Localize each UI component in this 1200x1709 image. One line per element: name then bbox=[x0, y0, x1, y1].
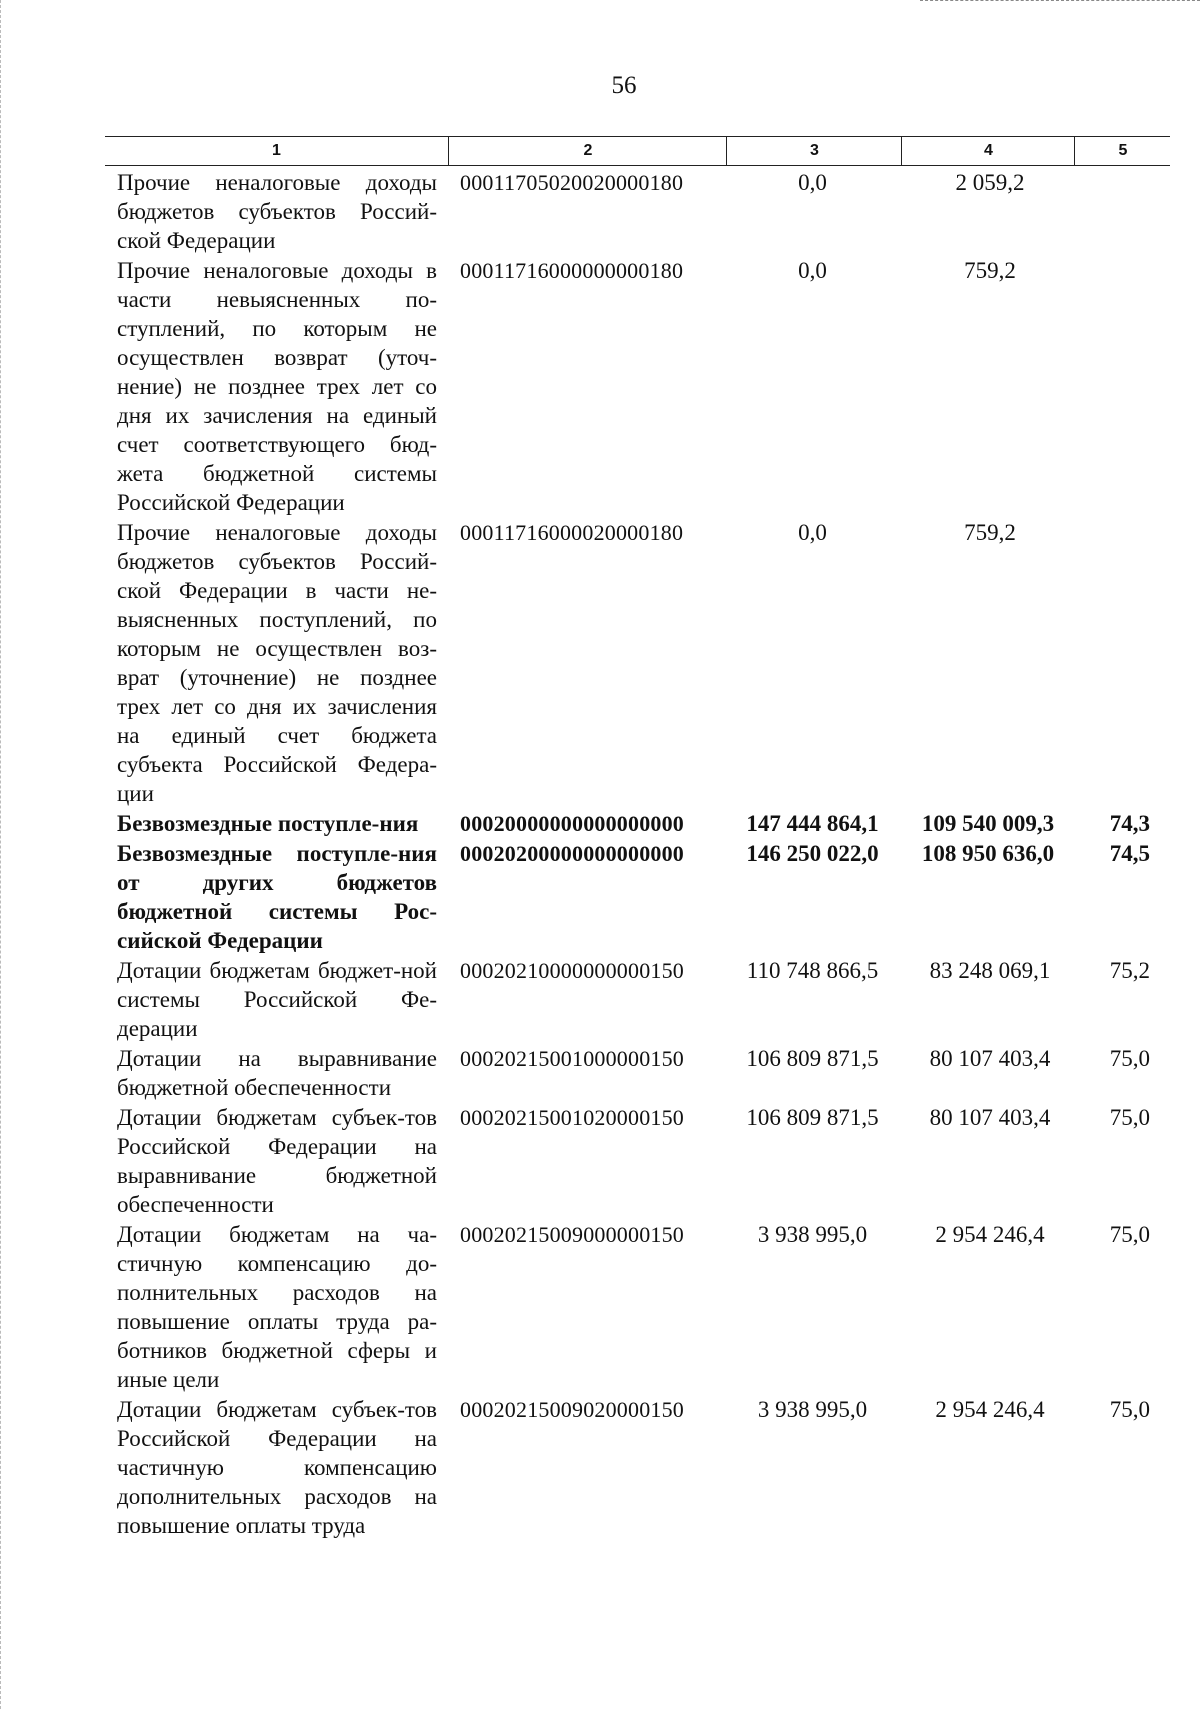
table-row bbox=[0, 256, 1200, 518]
row-fact-value: 2 954 246,4 bbox=[935, 1222, 1045, 1247]
row-fact-value: 2 954 246,4 bbox=[935, 1397, 1045, 1422]
row-code: 00011716000000000180 bbox=[460, 258, 684, 283]
row-plan-value: 0,0 bbox=[798, 170, 827, 195]
row-code: 00020215001020000150 bbox=[460, 1105, 684, 1130]
row-name: Дотации бюджетам на ча-стичную компенсацию до-полнительных расходов на повышение оплаты труда ра-ботников бюджетной сферы и иные цели bbox=[117, 1222, 437, 1392]
table-row bbox=[0, 1103, 1200, 1220]
row-percent: 75,0 bbox=[1109, 1397, 1150, 1422]
row-name: Дотации бюджетам субъек-тов Российской Федерации на частичную компенсацию дополнительных расходов на повышение оплаты труда bbox=[117, 1397, 437, 1538]
row-name: Безвозмездные поступле-ния bbox=[117, 811, 419, 836]
row-name: Прочие неналоговые доходы в части невыясненных по-ступлений, по которым не осуществлен возврат (уточ-нение) не позднее трех лет со дня их зачисления на единый счет соответствующего бюд-жета бюджетной системы Российской Федерации bbox=[117, 258, 437, 515]
row-percent: 75,0 bbox=[1109, 1222, 1150, 1247]
table-row bbox=[0, 518, 1200, 809]
column-header-4: 4 bbox=[901, 137, 1075, 165]
row-name: Дотации бюджетам бюджет-ной системы Российской Фе-дерации bbox=[117, 958, 437, 1041]
table-row bbox=[0, 1395, 1200, 1541]
table-body bbox=[0, 168, 1200, 1541]
row-fact-value: 2 059,2 bbox=[955, 170, 1025, 195]
row-code: 00011716000020000180 bbox=[460, 520, 684, 545]
row-fact-value: 108 950 636,0 bbox=[921, 841, 1055, 866]
row-plan-value: 0,0 bbox=[798, 258, 827, 283]
table-row bbox=[0, 1044, 1200, 1103]
row-plan-value: 3 938 995,0 bbox=[757, 1222, 868, 1247]
row-plan-value: 147 444 864,1 bbox=[746, 811, 879, 836]
row-fact-value: 759,2 bbox=[964, 258, 1016, 283]
column-header-5: 5 bbox=[1074, 137, 1171, 165]
row-name: Дотации бюджетам субъек-тов Российской Федерации на выравнивание бюджетной обеспеченности bbox=[117, 1105, 437, 1217]
table-row bbox=[0, 956, 1200, 1044]
row-plan-value: 0,0 bbox=[798, 520, 827, 545]
row-fact-value: 759,2 bbox=[964, 520, 1016, 545]
row-name: Прочие неналоговые доходы бюджетов субъектов Россий-ской Федерации в части не-выясненных поступлений, по которым не осуществлен воз-врат (уточнение) не позднее трех лет со дня их зачисления на единый счет бюджета субъекта Российской Федера-ции bbox=[117, 520, 437, 806]
column-header-2: 2 bbox=[448, 137, 727, 165]
row-name: Прочие неналоговые доходы бюджетов субъектов Россий-ской Федерации bbox=[117, 170, 437, 253]
row-fact-value: 83 248 069,1 bbox=[929, 958, 1051, 983]
row-code: 00020215001000000150 bbox=[460, 1046, 684, 1071]
row-fact-value: 80 107 403,4 bbox=[929, 1046, 1051, 1071]
row-fact-value: 109 540 009,3 bbox=[921, 811, 1055, 836]
table-row bbox=[0, 1220, 1200, 1395]
row-plan-value: 3 938 995,0 bbox=[757, 1397, 868, 1422]
row-code: 00020000000000000000 bbox=[460, 811, 684, 836]
row-name: Дотации на выравнивание бюджетной обеспеченности bbox=[117, 1046, 437, 1100]
table-row bbox=[0, 168, 1200, 256]
row-code: 00020210000000000150 bbox=[460, 958, 684, 983]
row-plan-value: 106 809 871,5 bbox=[746, 1105, 879, 1130]
row-name: Безвозмездные поступле-ния от других бюджетов бюджетной системы Рос-сийской Федерации bbox=[117, 841, 437, 953]
row-percent: 75,0 bbox=[1109, 1046, 1150, 1071]
row-code: 00020215009000000150 bbox=[460, 1222, 684, 1247]
row-plan-value: 146 250 022,0 bbox=[746, 841, 879, 866]
row-fact-value: 80 107 403,4 bbox=[929, 1105, 1051, 1130]
table-row bbox=[0, 839, 1200, 956]
table-header bbox=[105, 136, 1170, 166]
scan-edge-top bbox=[920, 0, 1200, 3]
row-code: 00011705020020000180 bbox=[460, 170, 684, 195]
row-code: 00020215009020000150 bbox=[460, 1397, 684, 1422]
row-plan-value: 106 809 871,5 bbox=[746, 1046, 879, 1071]
row-percent: 74,5 bbox=[1109, 841, 1150, 866]
row-plan-value: 110 748 866,5 bbox=[746, 958, 879, 983]
table-row bbox=[0, 809, 1200, 839]
page-number: 56 bbox=[611, 72, 637, 99]
column-header-1: 1 bbox=[272, 142, 281, 159]
row-percent: 74,3 bbox=[1109, 811, 1150, 836]
row-percent: 75,0 bbox=[1109, 1105, 1150, 1130]
row-percent: 75,2 bbox=[1109, 958, 1150, 983]
column-header-3: 3 bbox=[726, 137, 902, 165]
row-code: 00020200000000000000 bbox=[460, 841, 684, 866]
